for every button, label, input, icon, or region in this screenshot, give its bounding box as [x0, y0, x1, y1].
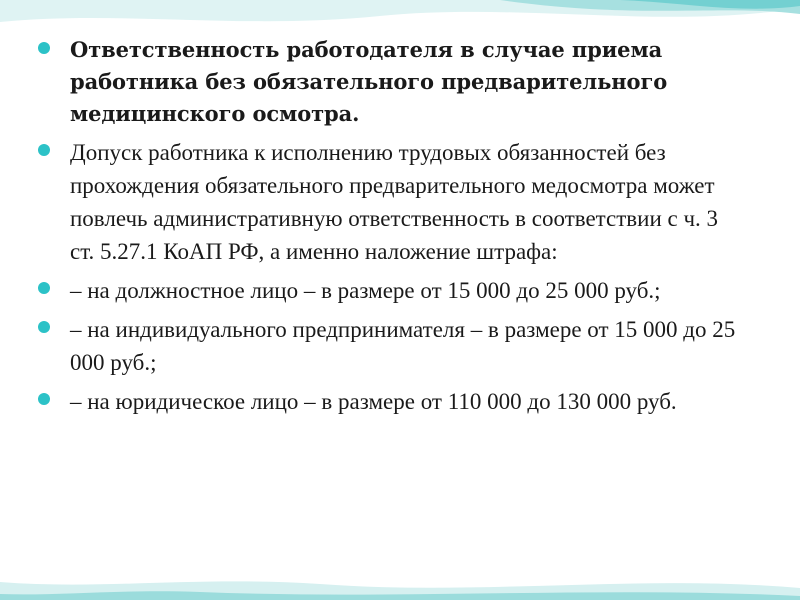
paragraph: – на юридическое лицо – в размере от 110 000 до 130 000 руб.	[70, 389, 677, 414]
paragraph: – на должностное лицо – в размере от 15 000 до 25 000 руб.;	[70, 278, 661, 303]
bullet-icon	[38, 321, 50, 333]
decorative-wave-bottom	[0, 570, 800, 600]
list-item	[38, 34, 738, 130]
bullet-icon	[38, 282, 50, 294]
list-item	[38, 136, 738, 268]
slide-heading: Ответственность работодателя в случае приема работника без обязательного предварительного медицинского осмотра.	[70, 37, 668, 126]
slide-content	[38, 34, 738, 424]
list-item	[38, 385, 738, 418]
paragraph: Допуск работника к исполнению трудовых обязанностей без прохождения обязательного предварительного медосмотра может повлечь административную ответственность в соответствии с ч. 3 ст. 5.27.1 КоАП РФ, а именно наложение штрафа:	[70, 140, 719, 264]
list-item	[38, 274, 738, 307]
bullet-icon	[38, 42, 50, 54]
bullet-icon	[38, 144, 50, 156]
bullet-icon	[38, 393, 50, 405]
paragraph: – на индивидуального предпринимателя – в размере от 15 000 до 25 000 руб.;	[70, 317, 736, 375]
list-item	[38, 313, 738, 379]
